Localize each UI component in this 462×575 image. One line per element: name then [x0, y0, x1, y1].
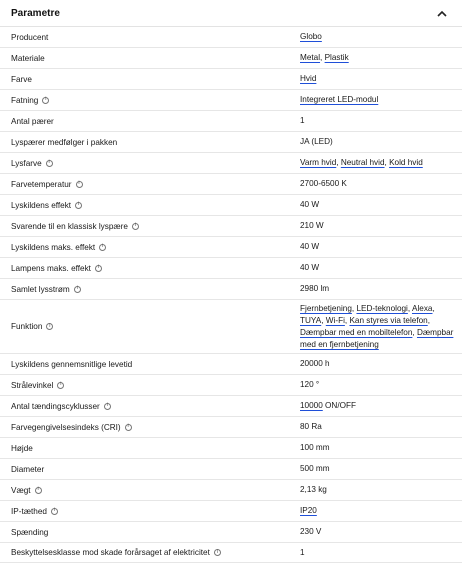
param-value-text: 40 W [300, 242, 320, 251]
param-value-link[interactable]: Wi-Fi [325, 315, 345, 325]
param-row [0, 438, 462, 459]
param-value-link[interactable]: Fjernbetjening [300, 303, 352, 313]
info-icon[interactable]: i [132, 223, 139, 230]
param-label [11, 444, 33, 453]
param-row [0, 174, 462, 195]
param-label-text: Lyskildens gennemsnitlige levetid [11, 359, 133, 369]
param-value: Varm hvid, Neutral hvid, Kold hvid [300, 158, 423, 167]
param-label-text: Lysfarve [11, 158, 42, 168]
param-value-text: 2980 lm [300, 284, 330, 293]
param-row [0, 375, 462, 396]
param-label-text: Højde [11, 443, 33, 453]
param-value-text: 230 V [300, 527, 322, 536]
info-icon[interactable]: i [76, 181, 83, 188]
param-label-text: IP-tæthed [11, 506, 47, 516]
info-icon[interactable]: i [42, 97, 49, 104]
param-label-text: Svarende til en klassisk lyspære [11, 221, 128, 231]
param-label-text: Lyskildens maks. effekt [11, 242, 96, 252]
param-row [0, 543, 462, 563]
info-icon[interactable]: i [125, 424, 132, 431]
param-row [0, 501, 462, 522]
param-label [11, 54, 45, 63]
parameters-table [0, 27, 462, 563]
param-value-link[interactable]: Dæmpbar med en mobiltelefon [300, 327, 413, 337]
param-value-text: 1 [300, 547, 305, 557]
param-row [0, 258, 462, 279]
param-label [11, 117, 54, 126]
param-label [11, 75, 32, 84]
param-row [0, 417, 462, 438]
param-label-text: Spænding [11, 527, 49, 537]
param-value-text: 500 mm [300, 464, 330, 473]
param-value-text: 20000 h [300, 359, 330, 368]
param-value [300, 178, 454, 190]
param-label-text: Strålevinkel [11, 380, 54, 390]
info-icon[interactable]: i [104, 403, 111, 410]
param-value-text: 100 mm [300, 443, 330, 452]
param-label [11, 322, 53, 331]
param-row [0, 132, 462, 153]
param-value-link[interactable]: 10000 [300, 401, 323, 410]
param-label-text: Lampens maks. effekt [11, 263, 91, 273]
param-label [11, 180, 83, 189]
param-value-link[interactable]: Kold hvid [389, 158, 423, 167]
param-label [11, 138, 117, 147]
param-label [11, 243, 106, 252]
param-value-link[interactable]: LED-teknologi [356, 303, 408, 313]
param-value [300, 73, 454, 85]
param-value [300, 220, 454, 232]
param-value [300, 94, 454, 106]
param-label-text: Farvegengivelsesindeks (CRI) [11, 422, 121, 432]
param-row [0, 237, 462, 258]
param-label-text: Farve [11, 74, 32, 84]
param-label-text: Antal pærer [11, 116, 54, 126]
parameters-header[interactable] [0, 0, 462, 27]
param-label [11, 507, 58, 516]
param-label-text: Antal tændingscyklusser [11, 401, 100, 411]
info-icon[interactable]: i [51, 508, 58, 515]
param-row [0, 522, 462, 543]
param-label [11, 465, 44, 474]
param-value-link[interactable]: Alexa [412, 303, 433, 313]
info-icon[interactable]: i [99, 244, 106, 251]
param-label [11, 528, 48, 537]
param-row [0, 153, 462, 174]
param-value [300, 379, 454, 391]
param-value-text: 40 W [300, 200, 320, 209]
param-row [0, 111, 462, 132]
param-value-link[interactable]: Plastik [324, 53, 349, 62]
param-value [300, 442, 454, 454]
param-value-link[interactable]: IP20 [300, 506, 317, 515]
param-label [11, 96, 49, 105]
param-value [300, 136, 454, 148]
param-row [0, 300, 462, 354]
param-row [0, 27, 462, 48]
param-label-text: Lyskildens effekt [11, 200, 72, 210]
param-row [0, 90, 462, 111]
info-icon[interactable]: i [75, 202, 82, 209]
param-label [11, 159, 53, 168]
param-value-link[interactable]: Hvid [300, 74, 317, 83]
param-label [11, 423, 132, 432]
param-value-link[interactable]: Kan styres via telefon [349, 315, 428, 325]
param-label-text: Diameter [11, 464, 45, 474]
param-value-link[interactable]: Integreret LED-modul [300, 95, 379, 104]
param-value [300, 241, 454, 253]
info-icon[interactable]: i [46, 160, 53, 167]
param-value [300, 262, 454, 274]
param-value: Fjernbetjening, LED-teknologi, Alexa, TUYA, Wi-Fi, Kan styres via telefon, Dæmpbar med en mobiltelefon, Dæmpbar med en fjernbetjening [300, 303, 454, 349]
param-value-text: 80 Ra [300, 422, 322, 431]
param-label [11, 264, 102, 273]
param-row [0, 48, 462, 69]
param-row [0, 279, 462, 300]
param-value [300, 115, 454, 127]
param-row [0, 216, 462, 237]
param-label-text: Lyspærer medfølger i pakken [11, 137, 118, 147]
param-row [0, 195, 462, 216]
param-value-text: 1 [300, 116, 305, 125]
param-value-text: 2,13 kg [300, 485, 327, 494]
param-value [300, 505, 454, 517]
param-value-link[interactable]: Dæmpbar med en fjernbetjening [300, 327, 454, 349]
section-title: Parametre [11, 7, 60, 19]
param-value [300, 199, 454, 211]
param-row [0, 480, 462, 501]
param-value [300, 421, 454, 433]
param-value [300, 283, 454, 295]
param-row [0, 396, 462, 417]
param-label [11, 402, 111, 411]
param-label [11, 201, 82, 210]
param-value-link[interactable]: Globo [300, 32, 322, 41]
param-row [0, 354, 462, 375]
param-label [11, 285, 81, 294]
param-value-text: 120 ° [300, 380, 320, 389]
info-icon[interactable]: i [95, 265, 102, 272]
param-label-text: Materiale [11, 53, 45, 63]
param-value-text: 40 W [300, 263, 320, 272]
param-label [11, 33, 48, 42]
param-value [300, 484, 454, 496]
param-label-text: Fatning [11, 95, 39, 105]
param-label-text: Funktion [11, 322, 43, 331]
param-label [11, 360, 132, 369]
param-value-link[interactable]: TUYA [300, 315, 322, 325]
chevron-up-icon[interactable] [436, 7, 448, 19]
param-label-text: Samlet lysstrøm [11, 284, 70, 294]
param-value [300, 400, 454, 412]
param-value-text: JA (LED) [300, 137, 333, 146]
param-label [11, 486, 42, 495]
param-label-text: Producent [11, 32, 49, 42]
param-value-text: 2700-6500 K [300, 179, 347, 188]
param-value-link[interactable]: Varm hvid [300, 158, 337, 167]
param-value-link[interactable]: Metal [300, 53, 321, 62]
info-icon[interactable]: i [46, 323, 53, 330]
param-value [300, 463, 454, 475]
param-value-text: 210 W [300, 221, 324, 230]
param-label [11, 222, 139, 231]
param-value [300, 526, 454, 538]
param-label [11, 548, 221, 557]
param-value [300, 358, 454, 370]
param-row [0, 459, 462, 480]
info-icon[interactable]: i [57, 382, 64, 389]
param-value: Metal, Plastik [300, 53, 349, 62]
param-value [300, 547, 454, 559]
param-value-link[interactable]: Neutral hvid [340, 158, 385, 167]
info-icon[interactable]: i [35, 487, 42, 494]
param-row [0, 69, 462, 90]
param-label-text: Beskyttelsesklasse mod skade forårsaget af elektricitet [11, 548, 210, 557]
param-label-text: Farvetemperatur [11, 179, 72, 189]
info-icon[interactable]: i [214, 549, 221, 556]
param-value-text: ON/OFF [322, 401, 356, 410]
param-label-text: Vægt [11, 485, 31, 495]
info-icon[interactable]: i [74, 286, 81, 293]
param-value [300, 31, 454, 43]
param-label [11, 381, 64, 390]
